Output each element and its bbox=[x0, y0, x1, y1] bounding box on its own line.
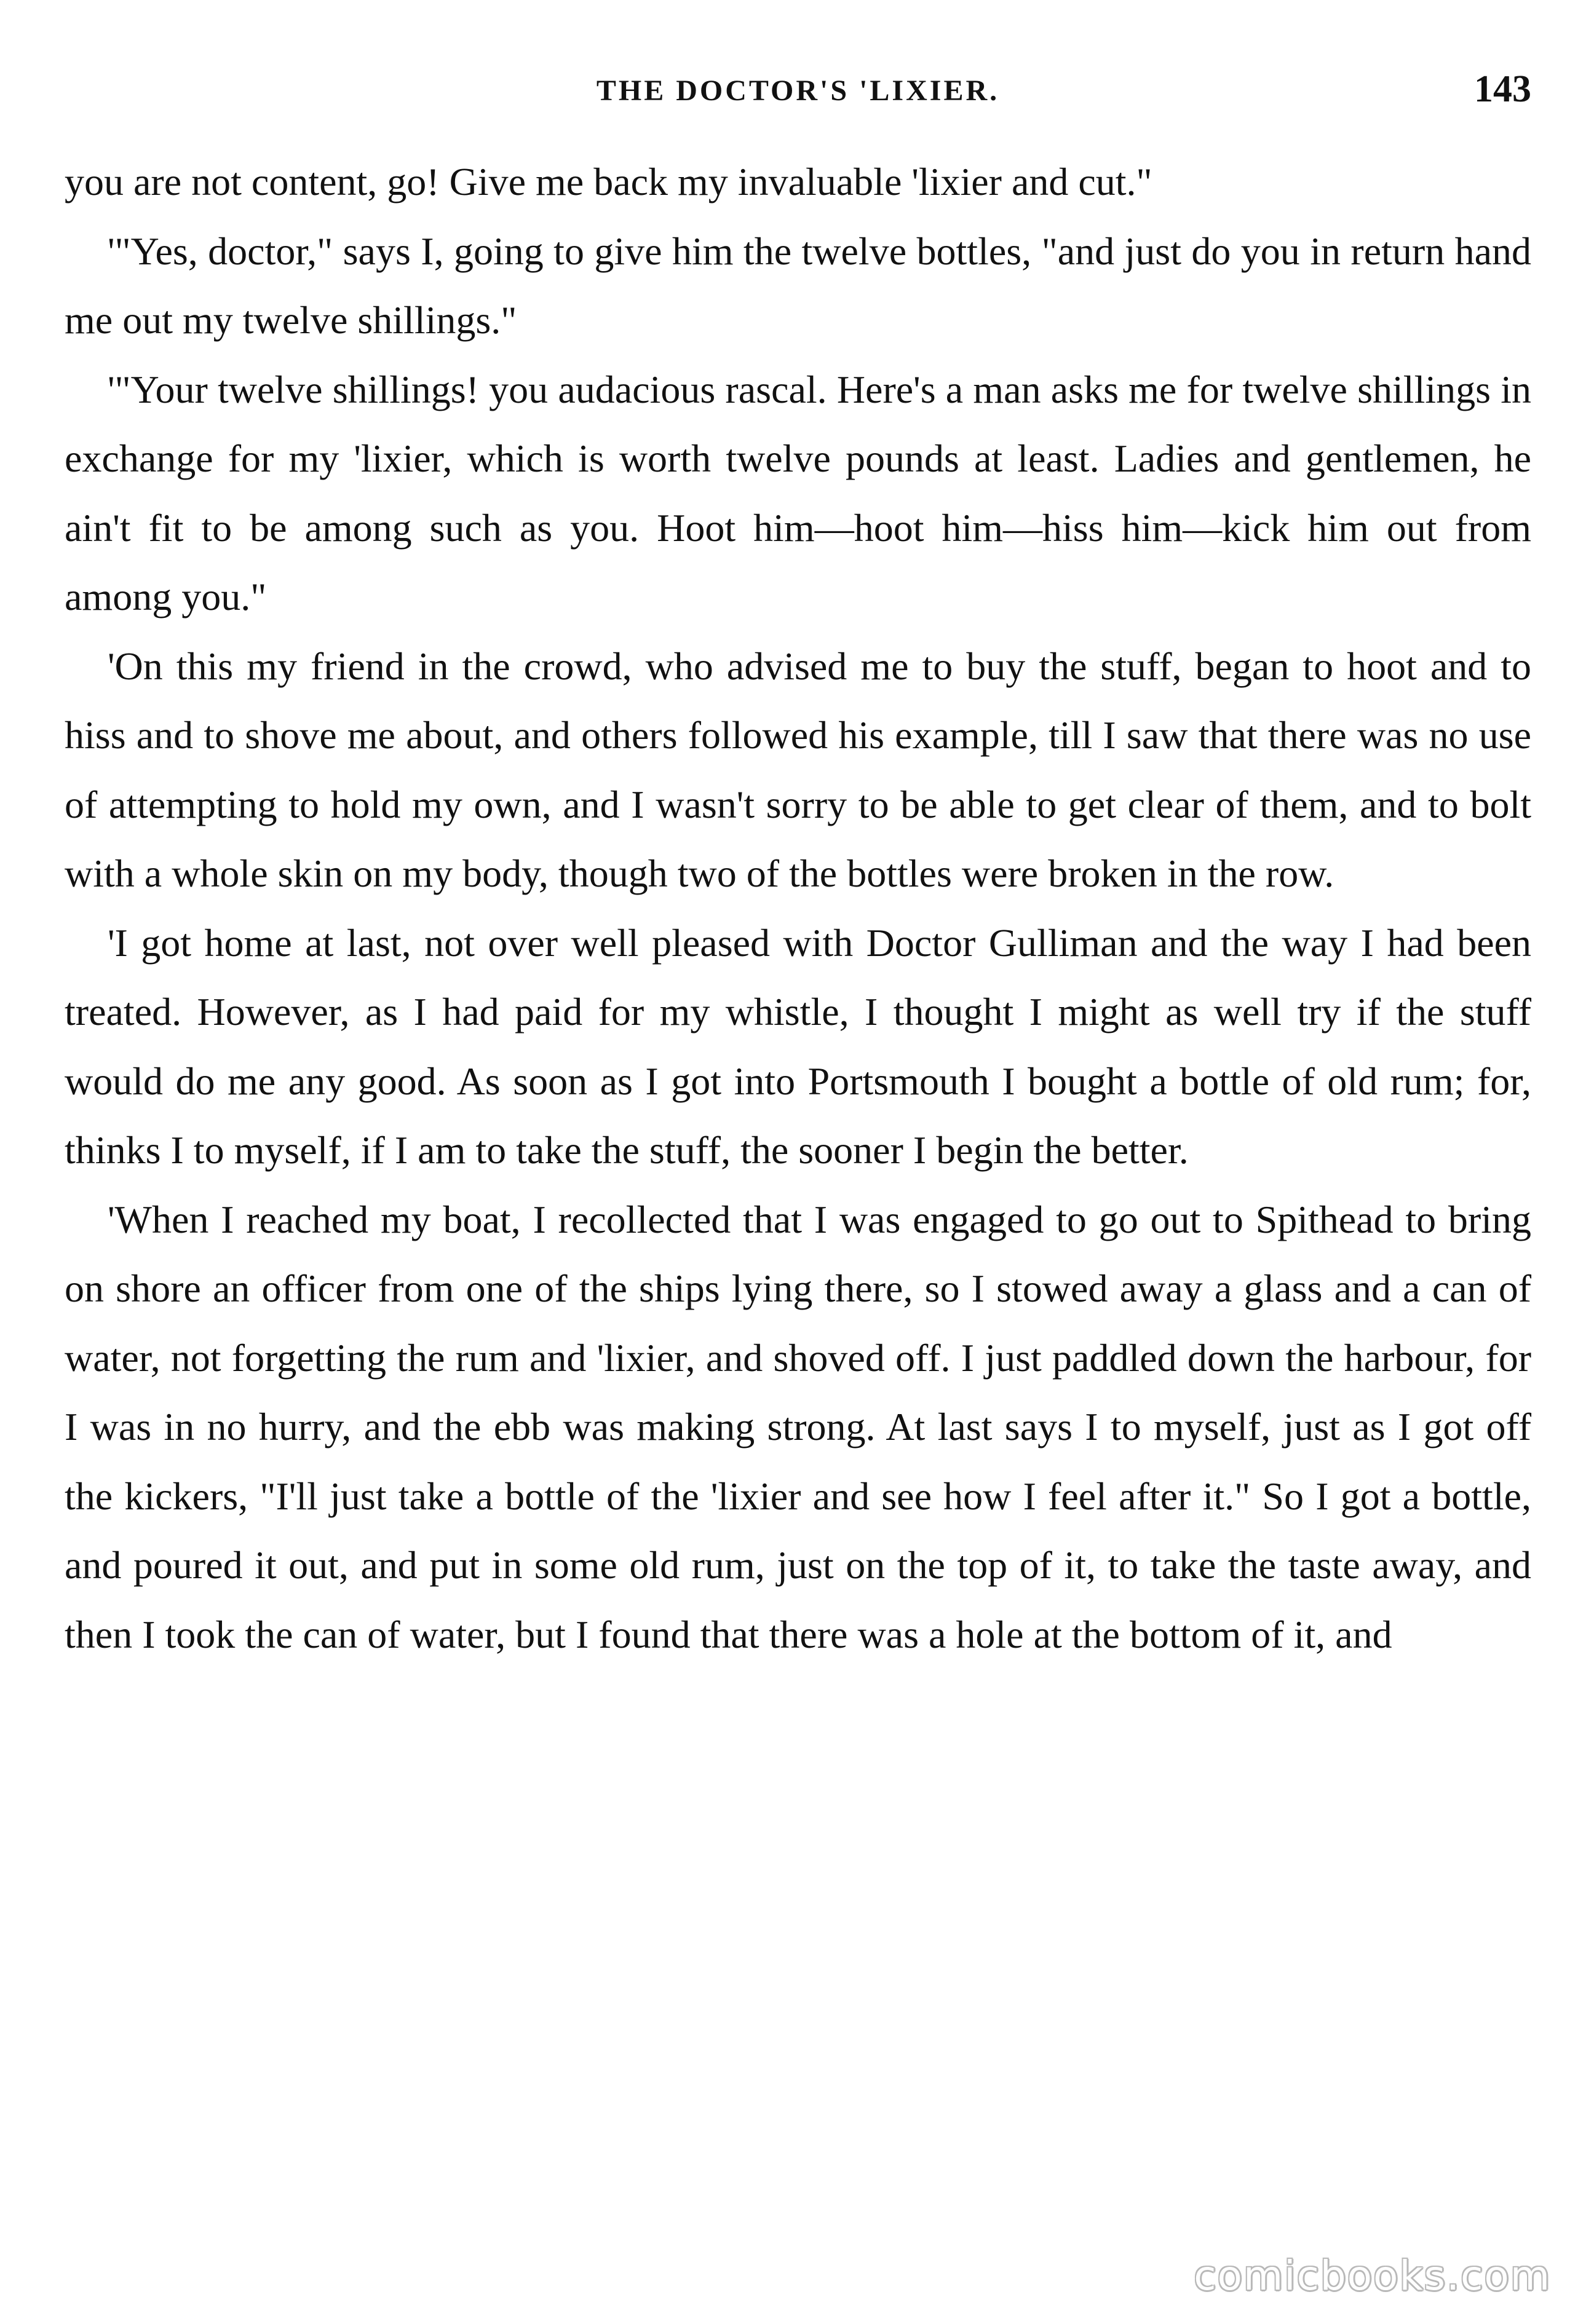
paragraph: 'On this my friend in the crowd, who advised me to buy the stuff, began to hoot and to hiss and to shove me about, and others followed his example, till I saw that there was no use of attempting to hold my own, and I wasn't sorry to be able to get clear of them, and to bolt with a whole skin on my body, though two of the bottles were broken in the row. bbox=[65, 644, 1531, 895]
running-title: THE DOCTOR'S 'LIXIER. bbox=[596, 74, 1000, 107]
page-header bbox=[65, 68, 1531, 117]
watermark: comicbooks.com bbox=[1194, 2252, 1551, 2299]
paragraph: 'I got home at last, not over well pleased with Doctor Gulliman and the way I had been treated. However, as I had paid for my whistle, I thought I might as well try if the stuff would do me any good. As soon as I got into Portsmouth I bought a bottle of old rum; for, thinks I to myself, if I am to take the stuff, the sooner I begin the better. bbox=[65, 920, 1531, 1172]
body-text bbox=[65, 148, 1531, 1669]
page-number: 143 bbox=[1474, 68, 1531, 110]
paragraph-continuation: you are not content, go! Give me back my invaluable 'lixier and cut." bbox=[65, 160, 1152, 204]
paragraph: '"Yes, doctor," says I, going to give him the twelve bottles, "and just do you in return hand me out my twelve shillings." bbox=[65, 229, 1531, 342]
paragraph: 'When I reached my boat, I recollected that I was engaged to go out to Spithead to bring on shore an officer from one of the ships lying there, so I stowed away a glass and a can of water, not forgetting the rum and 'lixier, and shoved off. I just paddled down the harbour, for I was in no hurry, and the ebb was making strong. At last says I to myself, just as I got off the kickers, "I'll just take a bottle of the 'lixier and see how I feel after it." So I got a bottle, and poured it out, and put in some old rum, just on the top of it, to take the taste away, and then I took the can of water, but I found that there was a hole at the bottom of it, and bbox=[65, 1197, 1531, 1656]
paragraph: '"Your twelve shillings! you audacious rascal. Here's a man asks me for twelve shillings in exchange for my 'lixier, which is worth twelve pounds at least. Ladies and gentlemen, he ain't fit to be among such as you. Hoot him—hoot him—hiss him—kick him out from among you." bbox=[65, 367, 1531, 619]
